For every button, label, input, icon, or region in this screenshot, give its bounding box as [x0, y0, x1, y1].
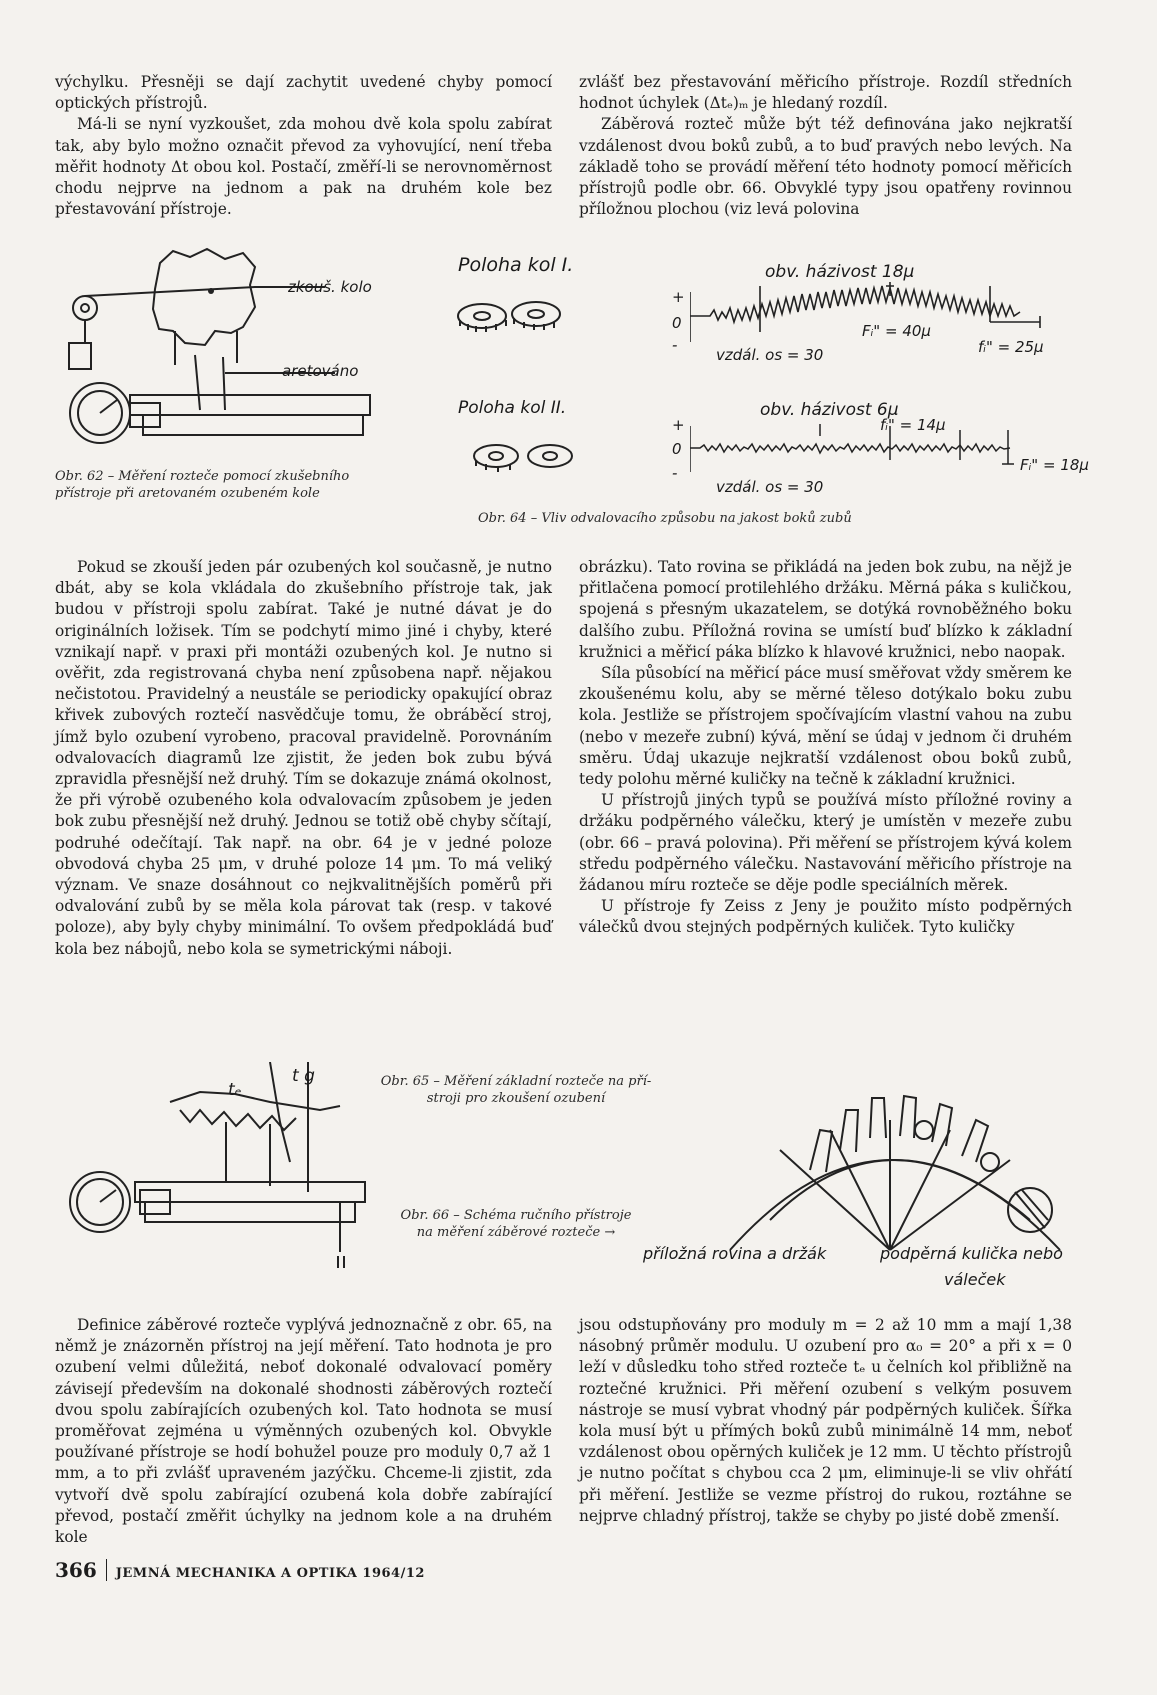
- label-runout-2: obv. házivost 6μ: [760, 400, 899, 420]
- label-position-2: Poloha kol II.: [458, 398, 567, 418]
- column-1-mid-text: [55, 557, 552, 960]
- label-runout-1: obv. házivost 18μ: [765, 262, 915, 282]
- paragraph: obrázku). Tato rovina se přikládá na jeden bok zubu, na nějž je přitlačena pomocí protilehlého držáku. Měrná páka s kuličkou, spojená s přesným ukazatelem, se dotýká rovnoběžného boku dalšího zubu. Příložná rovina se umístí buď blízko k základní kružnici a měřicí páka blízko k hlavové kružnici, nebo naopak.: [579, 558, 1072, 661]
- pulley-wheel: [73, 296, 97, 320]
- page-number: 366: [55, 1558, 97, 1582]
- paragraph: Definice záběrové rozteče vyplývá jednoznačně z obr. 65, na němž je znázorněn přístroj na její měření. Tato hodnota je pro ozubení velmi důležitá, neboť dokonalé odvalovací poměry závisejí především na dokonalé shodnosti záběrových roztečí dvou spolu zabírajících ozubených kol. Tato hodnota se musí proměřovat zejména u výměnných ozubených kol. Obvykle používané přístroje se hodí bohužel pouze pro moduly 0,7 až 1 mm, a to při zvlášť upraveném jazýčku. Chceme-li zjistit, zda vytvoří dvě spolu zabírající ozubená kola dobře zabírající převod, postačí změřit úchylky na jednom kole a na druhém kole: [55, 1316, 552, 1547]
- column-1-bottom-text: [55, 1315, 552, 1548]
- gear-pair-position-1: [452, 296, 572, 336]
- test-gear-outline: [153, 249, 255, 345]
- figure-64-caption: Obr. 64 – Vliv odvalovacího způsobu na jakost boků zubů: [478, 511, 852, 526]
- magazine-title: JEMNÁ MECHANIKA A OPTIKA 1964/12: [115, 1566, 425, 1581]
- axis-minus: -: [672, 336, 678, 354]
- figure-65-caption: [366, 1073, 666, 1107]
- gear-pair-position-2: [470, 438, 580, 474]
- paragraph: U přístroje fy Zeiss z Jeny je použito místo podpěrných válečků dvou stejných podpěrných kuliček. Tyto kuličky: [579, 897, 1072, 937]
- paragraph: Záběrová rozteč může být též definována jako nejkratší vzdálenost dvou boků zubů, a to buď pravých nebo levých. Na základě toho se provádí měření této hodnoty pomocí měřicích přístrojů podle obr. 66. Obvyklé typy jsou opatřeny rovinnou příložnou plochou (viz levá polovina: [579, 115, 1072, 219]
- axis-minus-2: -: [672, 464, 678, 482]
- label-axis-distance-2: vzdál. os = 30: [716, 478, 824, 496]
- paragraph: Síla působící na měřicí páce musí směřovat vždy směrem ke zkoušenému kolu, aby se měrné těleso dotýkalo boku zubu kola. Jestliže se přístrojem spočívajícím vlastní vahou na zubu (nebo v mezeře zubní) kývá, mění se údaj v jednom či druhém směru. Údaj ukazuje nejkratší vzdálenost obou boků zubů, tedy polohu měrné kuličky na tečně k základní kružnici.: [579, 664, 1072, 789]
- weight-block: [69, 343, 91, 369]
- column-1-top-text: [55, 72, 552, 220]
- column-2-mid-text: [579, 557, 1072, 939]
- label-test-gear: zkouš. kolo: [288, 278, 372, 296]
- caption-line: Obr. 65 – Měření základní rozteče na pří-: [380, 1074, 652, 1089]
- label-tg: t g: [292, 1066, 315, 1086]
- caption-line: [366, 1224, 666, 1241]
- column-2-top-text: [579, 72, 1072, 220]
- figure-66-caption: [366, 1207, 666, 1241]
- caption-line: stroji pro zkoušení ozubení: [426, 1091, 606, 1106]
- label-support-ball-1: podpěrná kulička nebo: [880, 1244, 1063, 1263]
- label-te: tₑ: [228, 1080, 242, 1100]
- caption-line: přístroje při aretovaném ozubeném kole: [55, 486, 320, 501]
- page-footer: [55, 1558, 425, 1582]
- figure-66-drawing: [700, 1080, 1080, 1260]
- label-locked: aretováno: [282, 362, 359, 380]
- arrow-icon: →: [604, 1225, 616, 1240]
- label-fi-1b: fᵢ" = 25μ: [978, 338, 1044, 356]
- caption-line: Obr. 62 – Měření rozteče pomocí zkušebního: [55, 469, 350, 484]
- paragraph: zvlášť bez přestavování měřicího přístroje. Rozdíl středních hodnot úchylek (Δtₑ)ₘ je hledaný rozdíl.: [579, 73, 1072, 113]
- label-contact-plane: příložná rovina a držák: [643, 1244, 827, 1263]
- label-fi-1: Fᵢ" = 40μ: [862, 322, 931, 340]
- caption-line-text: na měření záběrové rozteče: [416, 1225, 601, 1240]
- paragraph: Pokud se zkouší jeden pár ozubených kol současně, je nutno dbát, aby se kola vkládala do zkušebního přístroje tak, jak budou v přístroji spolu zabírat. Také je nutné dávat je do originálních ložisek. Tím se podchytí mimo jiné i chyby, které vznikají např. v praxi při montáži ozubených kol. Je nutno si ověřit, zda registrovaná chyba není způsobena např. nějakou nečistotou. Pravidelný a neustále se periodicky opakující obraz křivek zubových roztečí nasvědčuje tomu, že obráběcí stroj, jímž bylo ozubení vyrobeno, pracoval pravidelně. Porovnáním odvalovacích diagramů lze zjistit, že jeden bok zubu bývá zpravidla přesnější než druhý. Tím se dokazuje známá okolnost, že při výrobě ozubeného kola odvalovacím způsobem je jeden bok zubu přesnější než druhý. Jednou se totiž obě chyby sčítají, podruhé odečítají. Tak např. na obr. 64 je v jedné poloze obvodová chyba 25 μm, v druhé poloze 14 μm. To má veliký význam. Ve snaze dosáhnout co nejkvalitnějších poměrů při odvalování zubů by se měla kola párovat tak (resp. v takové poloze), aby byly chyby minimální. To ovšem předpokládá buď kola bez nábojů, nebo kola se symetrickými náboji.: [55, 558, 552, 958]
- label-fi-2: fᵢ" = 14μ: [880, 416, 946, 434]
- footer-divider: [106, 1559, 107, 1581]
- label-support-ball-2: váleček: [944, 1270, 1006, 1289]
- axis-zero-2: 0: [672, 440, 682, 458]
- figure-62-caption: [55, 468, 385, 502]
- paragraph: Má-li se nyní vyzkoušet, zda mohou dvě kola spolu zabírat tak, aby bylo možno označit převod za vyhovující, není třeba měřit hodnoty Δt obou kol. Postačí, změří-li se nerovnoměrnost chodu nejprve na jednom a pak na druhém kole bez přestavování přístroje.: [55, 115, 552, 219]
- axis-zero: 0: [672, 314, 682, 332]
- axis-plus-2: +: [672, 416, 685, 434]
- paragraph: výchylku. Přesněji se dají zachytit uvedené chyby pomocí optických přístrojů.: [55, 73, 552, 113]
- label-axis-distance-1: vzdál. os = 30: [716, 346, 824, 364]
- figure-65-drawing: [40, 1062, 370, 1272]
- caption-line: Obr. 66 – Schéma ručního přístroje: [400, 1208, 632, 1223]
- label-position-1: Poloha kol I.: [458, 254, 574, 276]
- paragraph: jsou odstupňovány pro moduly m = 2 až 10 mm a mají 1,38 násobný průměr modulu. U ozubení pro α₀ = 20° a při x = 0 leží v důsledku toho střed rozteče tₑ u čelních kol přibližně na roztečné kružnici. Při měření ozubení s velkým posuvem nástroje se musí vybrat vhodný pár podpěrných kuliček. Šířka kola musí být u přímých boků zubů minimálně 14 mm, neboť vzdálenost obou opěrných kuliček je 12 mm. U těchto přístrojů je nutno počítat s chybou cca 2 μm, eliminuje-li se vliv ohřátí při měření. Jestliže se vezme přístroj do rukou, roztáhne se nejprve chladný přístroj, takže se chyby po jisté době zmenší.: [579, 1316, 1072, 1525]
- label-fi-2b: Fᵢ" = 18μ: [1020, 456, 1089, 474]
- paragraph: U přístrojů jiných typů se používá místo příložné roviny a držáku podpěrného válečku, který je umístěn v mezeře zubu (obr. 66 – pravá polovina). Při měření se přístrojem kývá kolem středu podpěrného válečku. Nastavování měřicího přístroje na žádanou míru rozteče se děje podle speciálních měrek.: [579, 791, 1072, 895]
- axis-plus: +: [672, 288, 685, 306]
- column-2-bottom-text: [579, 1315, 1072, 1527]
